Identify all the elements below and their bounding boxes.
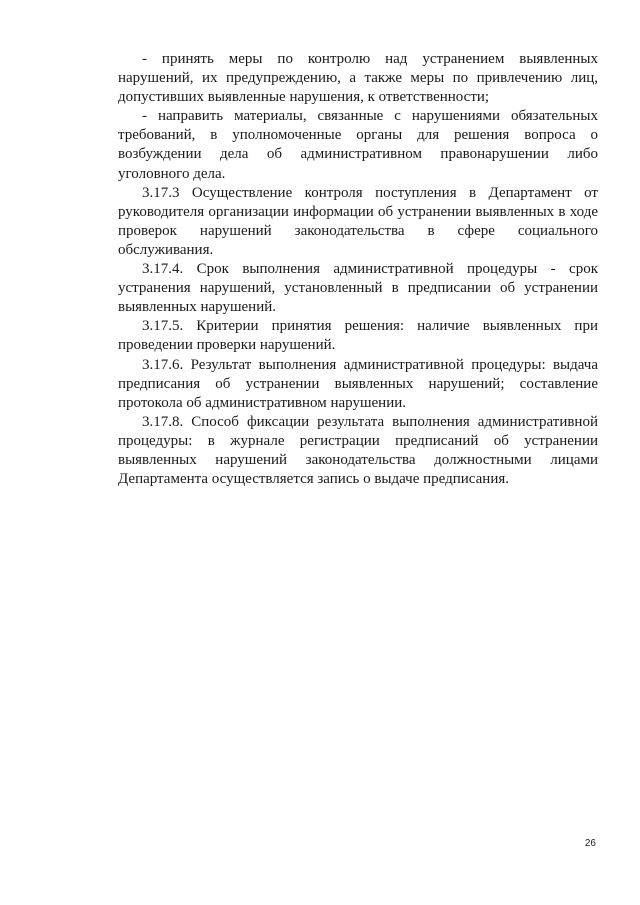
paragraph-3-17-3: 3.17.3 Осуществление контроля поступления в Департамент от руководителя организации информации об устранении выявленных в ходе проверок нарушений законодательства в сфере социального обслуживания. [118,184,598,258]
paragraph-3-17-5: 3.17.5. Критерии принятия решения: наличие выявленных при проведении проверки нарушений. [118,318,598,354]
paragraph-3-17-8: 3.17.8. Способ фиксации результата выполнения административной процедуры: в журнале регистрации предписаний об устранении выявленных нарушений законодательства должностными лицами Департамента осуществляется запись о выдаче предписания. [118,413,598,488]
paragraph-3-17-4: 3.17.4. Срок выполнения административной процедуры - срок устранения нарушений, установленный в предписании об устранении выявленных нарушений. [118,261,598,316]
paragraph-send-materials: - направить материалы, связанные с нарушениями обязательных требований, в уполномоченные органы для решения вопроса о возбуждении дела об административном правонарушении либо уголовного дела. [118,108,598,182]
paragraph-3-17-6: 3.17.6. Результат выполнения административной процедуры: выдача предписания об устранении выявленных нарушений; составление протокола об административном нарушении. [118,356,598,411]
paragraph-measures: - принять меры по контролю над устранением выявленных нарушений, их предупреждению, а также меры по привлечению лиц, допустивших выявленные нарушения, к ответственности; [118,51,598,106]
document-body [118,50,598,489]
page-number: 26 [584,838,596,849]
